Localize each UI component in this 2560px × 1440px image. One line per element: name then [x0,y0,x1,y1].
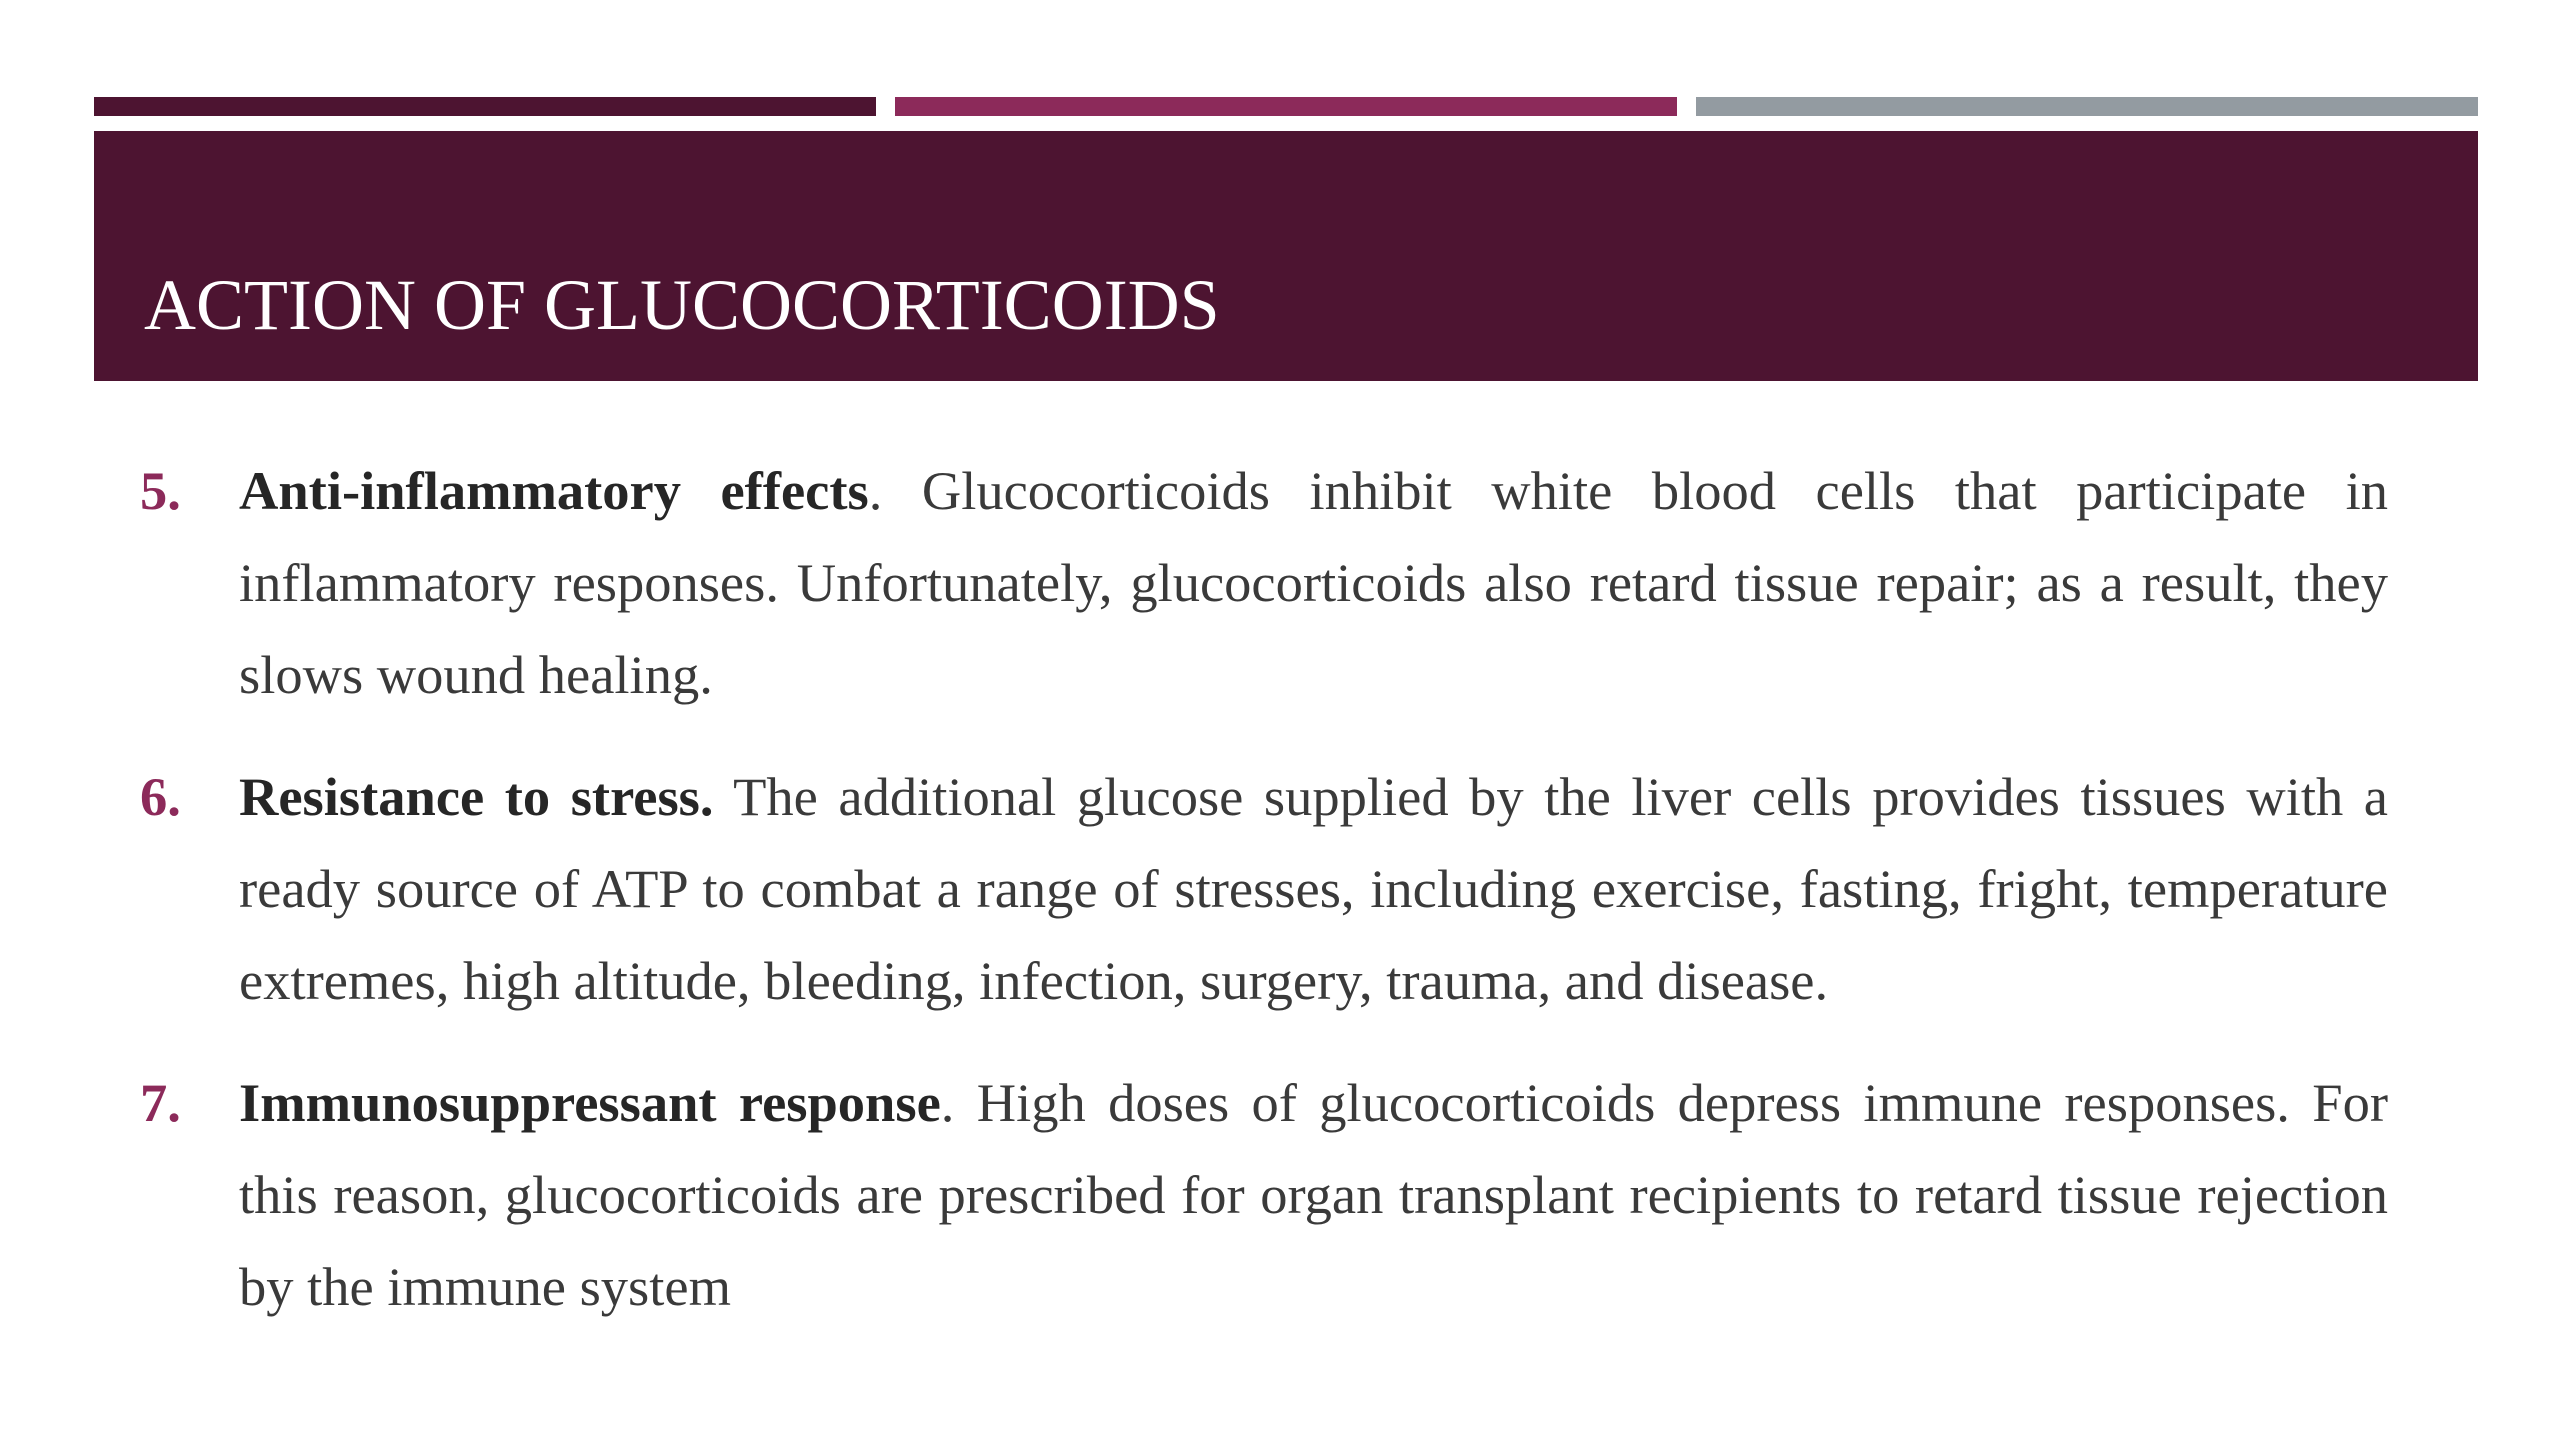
content-list [140,445,2388,1333]
item-number: 7. [140,1072,181,1133]
item-text: . Glucocorticoids inhibit white blood cells that participate in inflammatory responses. Unfortunately, glucocorticoids also retard tissue repair; as a result, they slows wound healing. [239,460,2388,705]
item-term: Immunosuppressant response [239,1072,941,1133]
item-term: Anti-inflammatory effects [239,460,869,521]
accent-bar-magenta [895,97,1677,116]
list-item [140,1057,2388,1333]
slide-title: ACTION OF GLUCOCORTICOIDS [144,265,1220,345]
item-number: 6. [140,766,181,827]
item-text: . High doses of glucocorticoids depress immune responses. For this reason, glucocorticoids are prescribed for organ transplant recipients to retard tissue rejection by the immune system [239,1072,2388,1317]
accent-bar-gray [1696,97,2478,116]
title-band [94,131,2478,381]
list-item [140,751,2388,1027]
item-number: 5. [140,460,181,521]
item-term: Resistance to stress. [239,766,714,827]
accent-bar-dark [94,97,876,116]
list-item [140,445,2388,721]
item-text: The additional glucose supplied by the liver cells provides tissues with a ready source of ATP to combat a range of stresses, including exercise, fasting, fright, temperature extremes, high altitude, bleeding, infection, surgery, trauma, and disease. [239,766,2388,1011]
